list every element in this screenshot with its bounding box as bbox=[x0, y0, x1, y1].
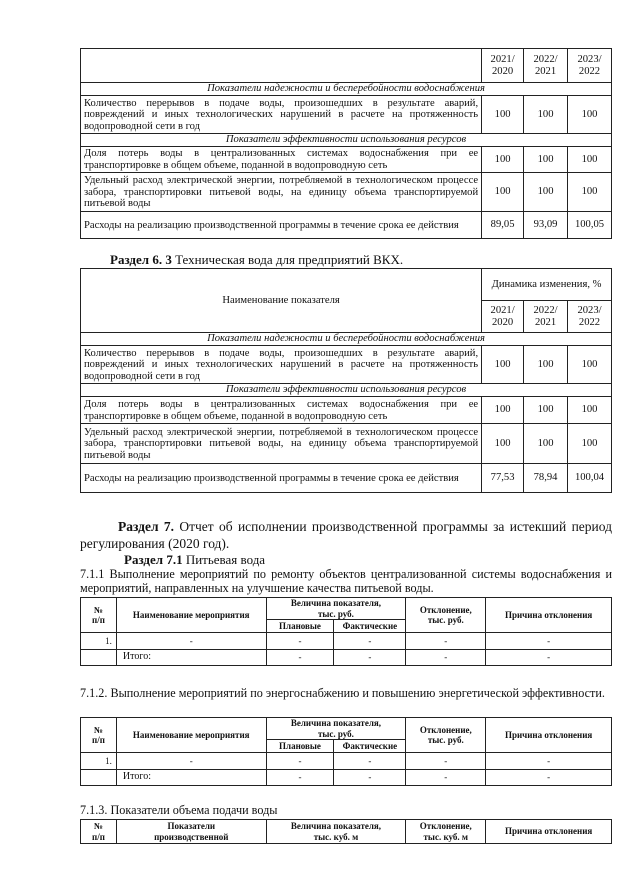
indicator-label: Расходы на реализацию производственной программы в течение срока ее действия bbox=[81, 212, 482, 239]
indicator-value: 100,04 bbox=[568, 464, 612, 493]
measure-name-header: Наименование мероприятия bbox=[116, 718, 266, 753]
empty-cell bbox=[81, 650, 117, 666]
total-label: Итого: bbox=[116, 650, 266, 666]
section-7-1-heading bbox=[124, 552, 265, 567]
dash-cell: - bbox=[486, 633, 612, 650]
indicator-label: Удельный расход электрической энергии, потребляемой в технологическом процессе забора, транспортировки питьевой воды, на единицу объема транспортируемой питьевой воды bbox=[81, 173, 482, 212]
measure-name-header: Наименование мероприятия bbox=[116, 598, 266, 633]
indicator-value: 100 bbox=[524, 397, 568, 424]
year-header: 2022/ 2021 bbox=[524, 301, 568, 333]
section-7-heading bbox=[80, 518, 612, 552]
section-header: Показатели надежности и бесперебойности водоснабжения bbox=[81, 333, 612, 346]
repair-measures-table bbox=[80, 597, 612, 666]
indicator-value: 100 bbox=[524, 346, 568, 384]
indicator-value: 100 bbox=[568, 346, 612, 384]
indicator-name-header: Наименование показателя bbox=[81, 269, 482, 333]
indicator-value: 77,53 bbox=[482, 464, 524, 493]
indicator-value: 100 bbox=[568, 397, 612, 424]
value-header: Величина показателя, тыс. руб. bbox=[266, 598, 406, 620]
section-title: Техническая вода для предприятий ВКХ. bbox=[171, 252, 404, 267]
dash-cell: - bbox=[406, 650, 486, 666]
section-header: Показатели эффективности использования ресурсов bbox=[81, 384, 612, 397]
indicator-label: Доля потерь воды в централизованных системах водоснабжения при ее транспортировке в общем объеме, поданной в водопроводную сеть bbox=[81, 397, 482, 424]
dash-cell: - bbox=[266, 650, 334, 666]
planned-header: Плановые bbox=[266, 620, 334, 633]
dash-cell: - bbox=[406, 633, 486, 650]
dash-cell: - bbox=[116, 753, 266, 770]
year-header: 2023/ 2022 bbox=[568, 301, 612, 333]
dash-cell: - bbox=[266, 770, 334, 786]
indicator-value: 100 bbox=[568, 96, 612, 134]
section-number: Раздел 7. bbox=[118, 519, 175, 534]
indicator-value: 100 bbox=[568, 173, 612, 212]
indicator-value: 100 bbox=[482, 397, 524, 424]
indicator-value: 100 bbox=[482, 346, 524, 384]
indicator-value: 100 bbox=[568, 424, 612, 464]
indicator-value: 100,05 bbox=[568, 212, 612, 239]
actual-header: Фактические bbox=[334, 740, 406, 753]
num-header: № п/п bbox=[81, 820, 117, 844]
indicator-value: 78,94 bbox=[524, 464, 568, 493]
reason-header: Причина отклонения bbox=[486, 598, 612, 633]
section-title: Отчет об исполнении производственной программы за истекший период регулирования (2020 год). bbox=[80, 519, 613, 551]
empty-cell bbox=[81, 770, 117, 786]
water-supply-volume-table bbox=[80, 819, 612, 844]
value-header: Величина показателя, тыс. руб. bbox=[266, 718, 406, 740]
indicator-value: 100 bbox=[524, 173, 568, 212]
year-header: 2021/ 2020 bbox=[482, 301, 524, 333]
year-header: 2023/ 2022 bbox=[568, 49, 612, 83]
dynamics-header: Динамика изменения, % bbox=[482, 269, 612, 301]
dash-cell: - bbox=[334, 633, 406, 650]
indicator-name-header: Показатели производственной bbox=[116, 820, 266, 844]
indicator-value: 100 bbox=[568, 147, 612, 173]
dash-cell: - bbox=[334, 770, 406, 786]
section-title: Питьевая вода bbox=[182, 552, 266, 567]
indicator-label: Расходы на реализацию производственной программы в течение срока ее действия bbox=[81, 464, 482, 493]
indicators-table-1 bbox=[80, 48, 612, 239]
num-header: № п/п bbox=[81, 718, 117, 753]
indicator-label: Удельный расход электрической энергии, потребляемой в технологическом процессе забора, транспортировки питьевой воды, на единицу объема транспортируемой питьевой воды bbox=[81, 424, 482, 464]
row-number: 1. bbox=[81, 633, 117, 650]
year-header: 2021/ 2020 bbox=[482, 49, 524, 83]
empty-header-cell bbox=[81, 49, 482, 83]
dash-cell: - bbox=[486, 650, 612, 666]
section-header: Показатели надежности и бесперебойности водоснабжения bbox=[81, 83, 612, 96]
section-6-3-heading bbox=[110, 252, 403, 267]
indicator-value: 100 bbox=[482, 96, 524, 134]
indicator-value: 100 bbox=[524, 96, 568, 134]
section-number: Раздел 7.1 bbox=[124, 552, 183, 567]
dash-cell: - bbox=[486, 753, 612, 770]
indicator-label: Количество перерывов в подаче воды, произошедших в результате аварий, повреждений и иных технологических нарушений в расчете на протяженность водопроводной сети в год bbox=[81, 96, 482, 134]
energy-measures-table bbox=[80, 717, 612, 786]
indicator-value: 100 bbox=[482, 147, 524, 173]
dash-cell: - bbox=[486, 770, 612, 786]
indicator-label: Количество перерывов в подаче воды, произошедших в результате аварий, повреждений и иных технологических нарушений в расчете на протяженность водопроводной сети в год bbox=[81, 346, 482, 384]
indicator-value: 100 bbox=[524, 424, 568, 464]
paragraph-7-1-2: 7.1.2. Выполнение мероприятий по энергоснабжению и повышению энергетической эффективности. bbox=[80, 686, 605, 700]
section-number: Раздел 6. 3 bbox=[110, 252, 172, 267]
dash-cell: - bbox=[266, 753, 334, 770]
section-header: Показатели эффективности использования ресурсов bbox=[81, 134, 612, 147]
dash-cell: - bbox=[334, 650, 406, 666]
indicator-value: 89,05 bbox=[482, 212, 524, 239]
indicator-value: 100 bbox=[482, 424, 524, 464]
row-number: 1. bbox=[81, 753, 117, 770]
indicator-value: 93,09 bbox=[524, 212, 568, 239]
actual-header: Фактические bbox=[334, 620, 406, 633]
deviation-header: Отклонение, тыс. куб. м bbox=[406, 820, 486, 844]
year-header: 2022/ 2021 bbox=[524, 49, 568, 83]
num-header: № п/п bbox=[81, 598, 117, 633]
reason-header: Причина отклонения bbox=[486, 718, 612, 753]
dash-cell: - bbox=[266, 633, 334, 650]
deviation-header: Отклонение, тыс. руб. bbox=[406, 718, 486, 753]
indicators-table-2 bbox=[80, 268, 612, 493]
indicator-label: Доля потерь воды в централизованных системах водоснабжения при ее транспортировке в общем объеме, поданной в водопроводную сеть bbox=[81, 147, 482, 173]
dash-cell: - bbox=[406, 753, 486, 770]
indicator-value: 100 bbox=[482, 173, 524, 212]
reason-header: Причина отклонения bbox=[486, 820, 612, 844]
dash-cell: - bbox=[116, 633, 266, 650]
paragraph-7-1-3: 7.1.3. Показатели объема подачи воды bbox=[80, 803, 278, 817]
value-header: Величина показателя, тыс. куб. м bbox=[266, 820, 406, 844]
total-label: Итого: bbox=[116, 770, 266, 786]
dash-cell: - bbox=[334, 753, 406, 770]
indicator-value: 100 bbox=[524, 147, 568, 173]
planned-header: Плановые bbox=[266, 740, 334, 753]
deviation-header: Отклонение, тыс. руб. bbox=[406, 598, 486, 633]
paragraph-7-1-1: 7.1.1 Выполнение мероприятий по ремонту объектов централизованной системы водоснабжения и мероприятий, направленных на улучшение качества питьевой воды. bbox=[80, 567, 612, 595]
dash-cell: - bbox=[406, 770, 486, 786]
